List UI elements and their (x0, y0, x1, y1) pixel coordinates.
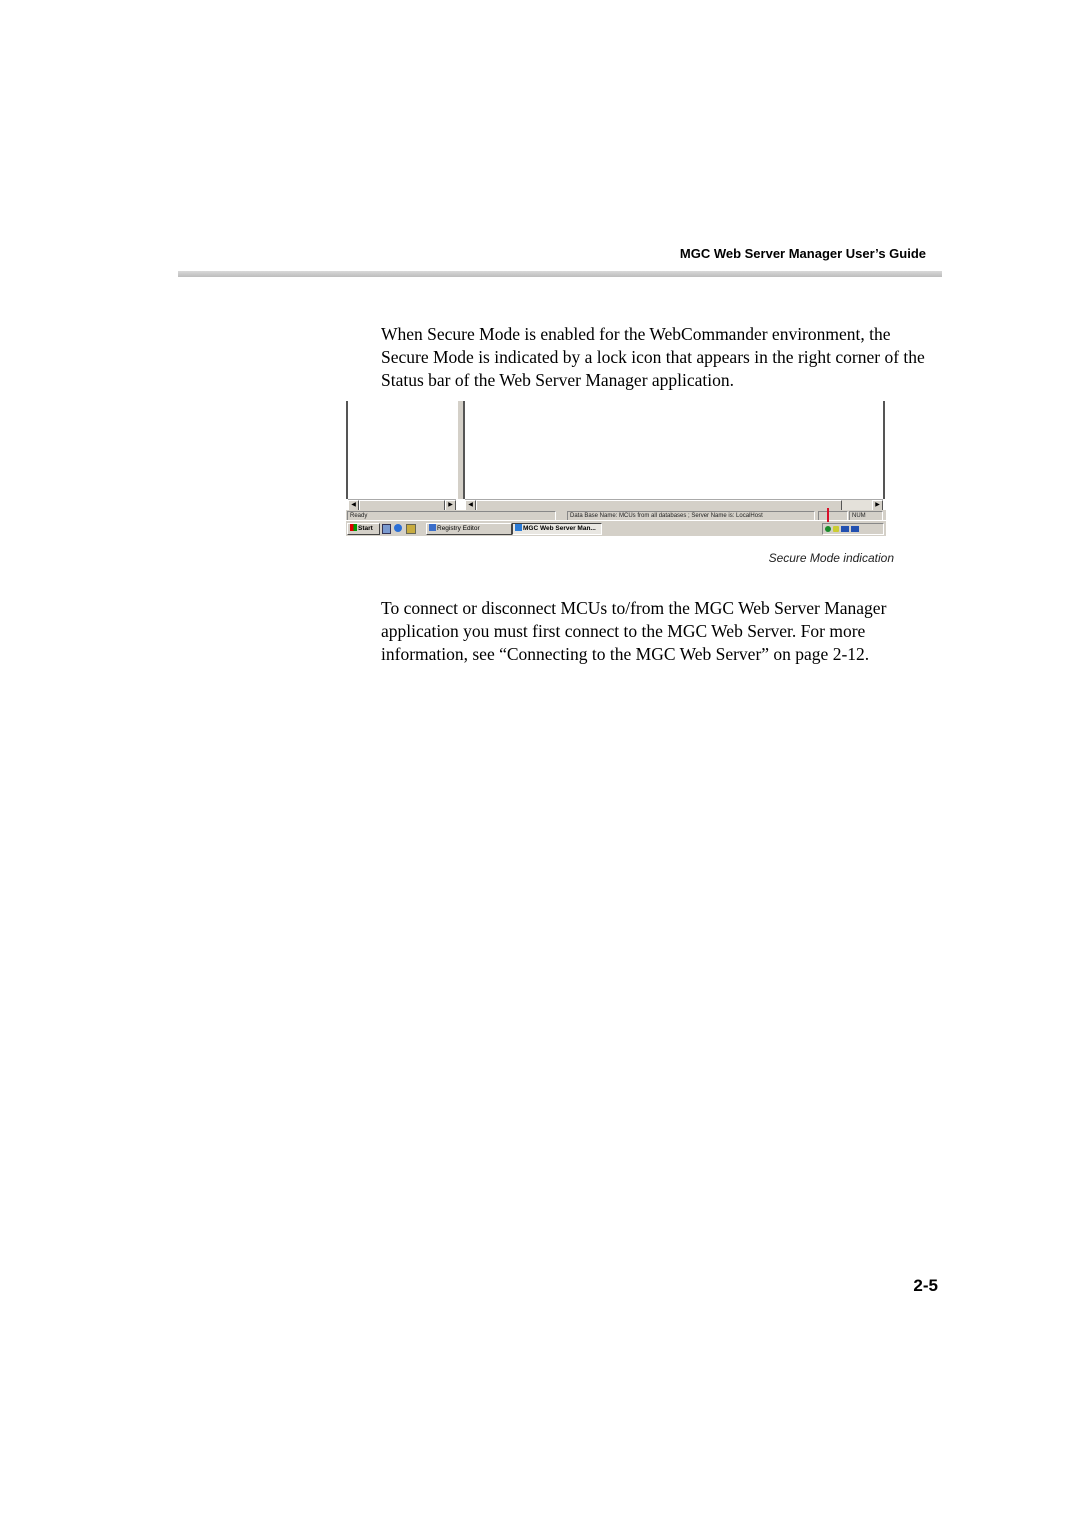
list-pane (465, 401, 885, 499)
scroll-right-arrow-icon[interactable]: ▶ (872, 500, 883, 511)
tray-volume-icon[interactable] (851, 526, 859, 532)
tray-app-icon[interactable] (833, 526, 839, 532)
screenshot-figure (346, 401, 886, 537)
taskbar (346, 520, 886, 536)
callout-line (827, 508, 829, 522)
registry-icon (429, 524, 436, 531)
tray-network-icon[interactable] (825, 526, 831, 532)
app-icon (515, 524, 522, 531)
status-info: Data Base Name: MCUs from all databases ; Server Name is: LocalHost (567, 511, 815, 521)
page-number: 2-5 (913, 1276, 938, 1295)
right-horizontal-scrollbar[interactable] (465, 499, 883, 510)
scroll-left-arrow-icon[interactable]: ◀ (465, 500, 476, 511)
tray-language-icon[interactable] (841, 526, 849, 532)
taskbar-registry-editor[interactable]: Registry Editor (426, 523, 512, 535)
browser-icon[interactable] (394, 524, 402, 532)
taskbar-web-server-manager[interactable]: MGC Web Server Man... (512, 523, 602, 535)
header-title: MGC Web Server Manager User’s Guide (679, 246, 926, 261)
start-button[interactable]: Start (347, 523, 380, 535)
left-horizontal-scrollbar[interactable] (348, 499, 456, 510)
system-tray (822, 523, 884, 535)
desktop-icon[interactable] (382, 524, 391, 534)
explorer-icon[interactable] (406, 524, 416, 534)
header-rule (178, 271, 942, 277)
connect-paragraph: To connect or disconnect MCUs to/from the MGC Web Server Manager application you must first connect to the MGC Web Server. For more information, see “Connecting to the MGC Web Server” on page 2-12. (381, 598, 887, 664)
tree-pane (346, 401, 459, 499)
status-num: NUM (849, 511, 883, 521)
intro-paragraph: When Secure Mode is enabled for the WebCommander environment, the Secure Mode is indicated by a lock icon that appears in the right corner of the Status bar of the Web Server Manager application. (381, 324, 925, 390)
status-ready: Ready (347, 511, 556, 521)
figure-caption: Secure Mode indication (768, 551, 894, 565)
scroll-right-arrow-icon[interactable]: ▶ (445, 500, 456, 511)
status-bar (346, 510, 886, 520)
pane-splitter[interactable] (457, 401, 465, 499)
windows-logo-icon (350, 524, 357, 531)
scroll-left-arrow-icon[interactable]: ◀ (348, 500, 359, 511)
